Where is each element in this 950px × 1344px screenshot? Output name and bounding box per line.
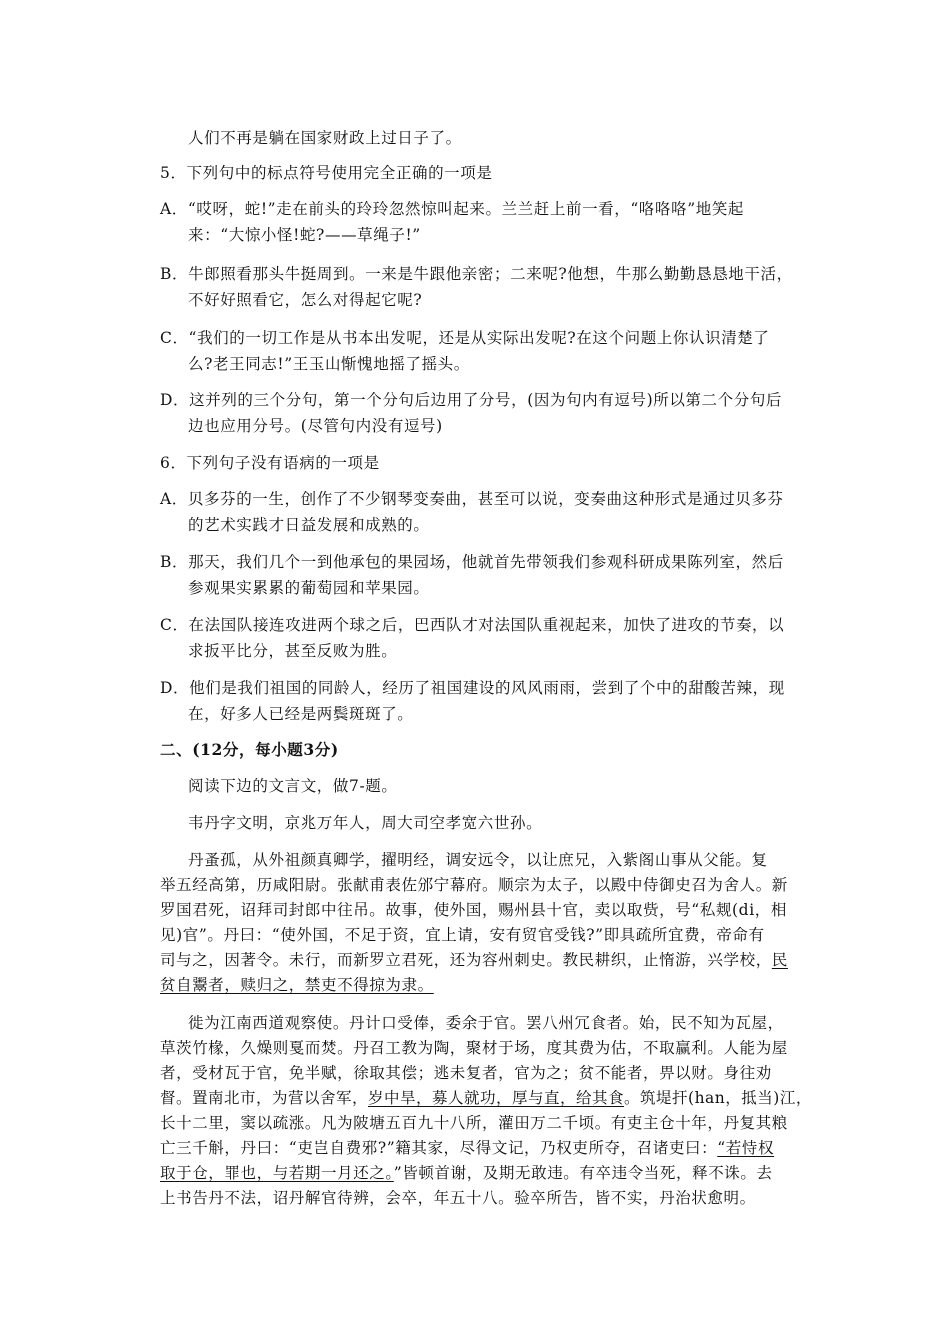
- passage-p1-line4: 见)官”。丹曰：“使外国，不足于资，宜上请，安有贸官受钱?”即具疏所宜费，帝命有: [160, 926, 765, 944]
- passage-p2-line6-start: 亡三千斛，丹曰：“吏岂自费邪?”籍其家，尽得文记，乃权吏所夺，召诸吏曰：: [160, 1139, 718, 1157]
- q5-option-c-line1: C．“我们的一切工作是从书本出发呢，还是从实际出发呢?在这个问题上你认识清楚了: [160, 329, 770, 347]
- underlined-sentence-3-end: 取于仓，罪也，与若期一月还之。: [160, 1164, 394, 1182]
- q5-option-c-line2: 么?老王同志!”王玉山惭愧地摇了摇头。: [188, 355, 470, 373]
- q5-option-b-line2: 不好好照看它，怎么对得起它呢?: [188, 291, 423, 309]
- q5-option-a-line2: 来：“大惊小怪!蛇?——草绳子!”: [188, 226, 421, 244]
- passage-p1-line1: 丹蚤孤，从外祖颜真卿学，擢明经，调安远令，以让庶兄，入紫阁山事从父能。复: [188, 851, 768, 869]
- passage-p2-line8: 上书告丹不法，诏丹解官待辨，会卒，年五十八。验卒所告，皆不实，丹治状愈明。: [160, 1189, 756, 1207]
- q5-option-a-line1: A．“哎呀，蛇!”走在前头的玲玲忽然惊叫起来。兰兰赶上前一看，“咯咯咯”地笑起: [160, 200, 745, 218]
- q6-option-a-line1: A．贝多芬的一生，创作了不少钢琴变奏曲，甚至可以说，变奏曲这种形式是通过贝多芬: [160, 490, 784, 508]
- passage-p2-line6: [160, 1137, 774, 1159]
- q5-option-d-line2: 边也应用分号。(尽管句内没有逗号): [188, 417, 443, 435]
- underlined-sentence-2: 岁中旱，募人就功，厚与直，给其食: [368, 1089, 625, 1107]
- q6-option-b-line1: B．那天，我们几个一到他承包的果园场，他就首先带领我们参观科研成果陈列室，然后: [160, 553, 784, 571]
- passage-p2-line4-end: 。筑堤扞(han，抵当)江，: [624, 1089, 812, 1107]
- q6-option-c-line2: 求扳平比分，甚至反败为胜。: [188, 642, 398, 660]
- passage-p2-line5: 长十二里，窦以疏涨。凡为陂塘五百九十八所，灌田万二千顷。有吏主仓十年，丹复其粮: [160, 1114, 788, 1132]
- passage-intro: 韦丹字文明，京兆万年人，周大司空孝宽六世孙。: [188, 814, 543, 832]
- q6-option-d-line1: D．他们是我们祖国的同龄人，经历了祖国建设的风风雨雨，尝到了个中的甜酸苦辣，现: [160, 679, 785, 697]
- question-6-stem: 6．下列句子没有语病的一项是: [160, 454, 380, 472]
- passage-p2-line4-start: 督。置南北市，为营以舍军，: [160, 1089, 369, 1107]
- passage-p2-line2: 草茨竹椽，久燥则戛而焚。丹召工教为陶，聚材于场，度其费为估，不取赢利。人能为屋: [160, 1039, 788, 1057]
- q5-option-d-line1: D．这并列的三个分句，第一个分句后边用了分号，(因为句内有逗号)所以第二个分句后: [160, 391, 783, 409]
- passage-p2-line4: [160, 1087, 812, 1109]
- passage-p2-line1: 徙为江南西道观察使。丹计口受俸，委余于官。罢八州冗食者。始，民不知为瓦屋，: [188, 1014, 784, 1032]
- q6-option-a-line2: 的艺术实践才日益发展和成熟的。: [188, 516, 430, 534]
- q5-option-b-line1: B．牛郎照看那头牛挺周到。一来是牛跟他亲密；二来呢?他想，牛那么勤勤恳恳地干活，: [160, 265, 793, 283]
- underlined-sentence-3-start: “若恃权: [717, 1139, 775, 1157]
- q6-option-c-line1: C．在法国队接连攻进两个球之后，巴西队才对法国队重视起来，加快了进攻的节奏，以: [160, 616, 785, 634]
- passage-p1-line5-text: 司与之，因著令。未行，而新罗立君死，还为容州刺史。教民耕织，止惰游，兴学校，: [160, 951, 772, 969]
- section-2-instruction: 阅读下边的文言文，做7-题。: [188, 777, 398, 795]
- underlined-sentence-1-end: 贫自鬻者，赎归之，禁吏不得掠为隶。: [160, 976, 434, 994]
- q6-option-b-line2: 参观果实累累的葡萄园和苹果园。: [188, 579, 430, 597]
- passage-p1-line6: [160, 974, 434, 996]
- continuation-line: 人们不再是躺在国家财政上过日子了。: [188, 129, 462, 147]
- passage-p1-line5: [160, 949, 788, 971]
- passage-p2-line3: 者，受材瓦于官，免半赋，徐取其偿；逃未复者，官为之；贫不能者，畀以财。身往劝: [160, 1064, 772, 1082]
- passage-p1-line3: 罗国君死，诏拜司封郎中往吊。故事，使外国，赐州县十官，卖以取赀，号“私觌(di，相: [160, 901, 787, 919]
- passage-p2-line7: [160, 1162, 773, 1184]
- passage-p2-line7-end: ”皆顿首谢，及期无敢违。有卒违令当死，释不诛。去: [393, 1164, 773, 1182]
- q6-option-d-line2: 在，好多人已经是两鬓斑斑了。: [188, 705, 414, 723]
- underlined-sentence-1-start: 民: [771, 951, 788, 969]
- question-5-stem: 5．下列句中的标点符号使用完全正确的一项是: [160, 164, 493, 182]
- section-2-heading: 二、(12分，每小题3分): [160, 740, 339, 759]
- passage-p1-line2: 举五经高第，历咸阳尉。张献甫表佐邠宁幕府。顺宗为太子，以殿中侍御史召为舍人。新: [160, 876, 788, 894]
